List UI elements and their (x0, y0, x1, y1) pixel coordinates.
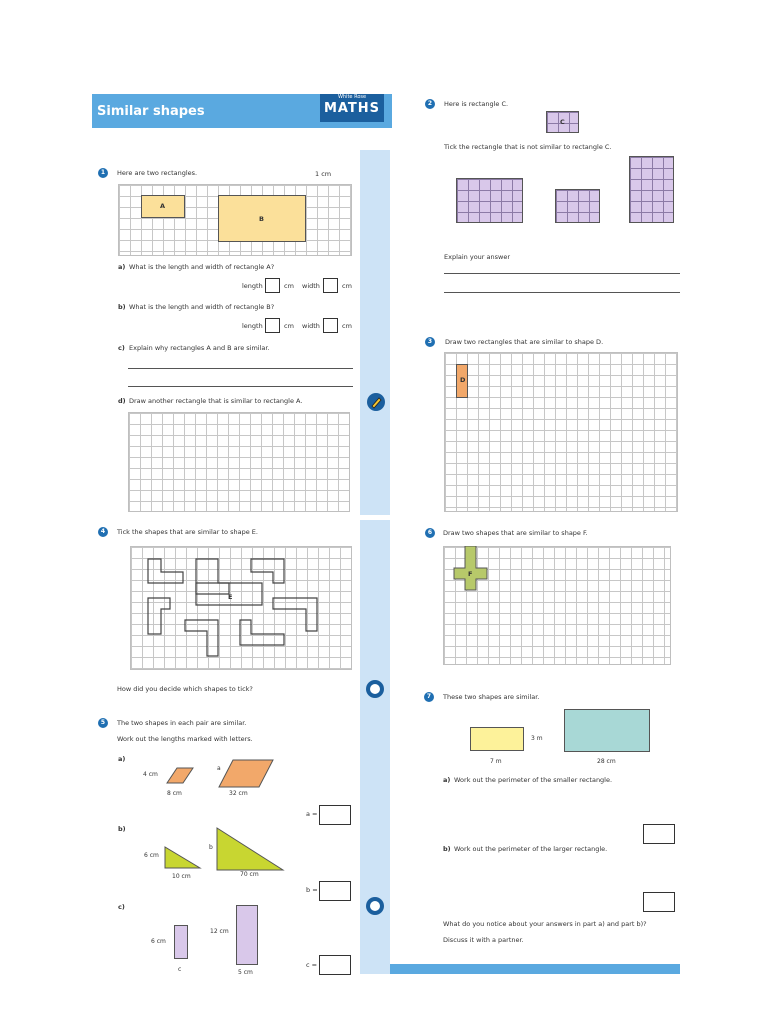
rectangle-c: C (546, 111, 579, 133)
q1c-text: Explain why rectangles A and B are similar. (129, 344, 270, 352)
cm-unit: cm (342, 322, 352, 330)
q7-big-width: 28 cm (597, 758, 616, 765)
q1a-label: a) (118, 263, 126, 271)
q1a-width-answer-box[interactable] (323, 278, 338, 293)
q7-notice: What do you notice about your answers in part a) and part b)? (443, 920, 647, 928)
cm-unit: cm (284, 282, 294, 290)
q5c-large-rectangle (236, 905, 258, 965)
q7a-answer-box[interactable] (643, 824, 675, 844)
q5b-triangles (160, 826, 290, 872)
q5a-answer-label: a = (306, 810, 318, 818)
q5a-small-side: 4 cm (143, 771, 158, 778)
q6-prompt: Draw two shapes that are similar to shape F. (443, 529, 588, 537)
worksheet-header (92, 94, 392, 128)
cm-unit: cm (284, 322, 294, 330)
q5b-small-base: 10 cm (172, 873, 191, 880)
q2-prompt: Here is rectangle C. (444, 100, 509, 108)
page-title: Similar shapes (97, 104, 205, 119)
q5b-answer-label: b = (306, 886, 318, 894)
q5a-letter: a (217, 765, 221, 772)
q5b-small-side: 6 cm (144, 852, 159, 859)
q5c-big-side: 12 cm (210, 928, 229, 935)
q1b-length-label: length (242, 322, 263, 330)
q5c-answer-label: c = (306, 961, 318, 969)
question-number: 5 (98, 718, 108, 728)
q5b-label: b) (118, 825, 126, 833)
shape-d: D (456, 364, 468, 398)
q7-large-rectangle (564, 709, 650, 752)
q5b-answer-box[interactable] (319, 881, 351, 901)
option-shape-3 (251, 559, 284, 583)
thinking-icon (366, 680, 384, 698)
question-number: 2 (425, 99, 435, 109)
rectangle-a: A (141, 195, 185, 218)
q5a-big-base: 32 cm (229, 790, 248, 797)
q2-tick-text: Tick the rectangle that is not similar to rectangle C. (444, 143, 612, 151)
q1b-width-answer-box[interactable] (323, 318, 338, 333)
q5b-letter: b (209, 844, 213, 851)
option-shape-4 (148, 598, 170, 634)
option-shape-7 (240, 620, 284, 645)
q4-question: How did you decide which shapes to tick? (117, 685, 253, 693)
q1d-drawing-grid[interactable] (128, 412, 350, 512)
q7-prompt: These two shapes are similar. (443, 693, 540, 701)
q5a-answer-box[interactable] (319, 805, 351, 825)
q1b-length-answer-box[interactable] (265, 318, 280, 333)
q7-discuss: Discuss it with a partner. (443, 936, 524, 944)
rectangle-b: B (218, 195, 306, 242)
q5c-answer-box[interactable] (319, 955, 351, 975)
q1c-label: c) (118, 344, 125, 352)
shape-f (443, 546, 669, 663)
q7-small-rectangle (470, 727, 524, 751)
q5c-small-rectangle (174, 925, 188, 959)
shape-f-label: F (468, 570, 473, 578)
q5-prompt2: Work out the lengths marked with letters. (117, 735, 253, 743)
q4-shapes (130, 546, 350, 668)
q7b-answer-box[interactable] (643, 892, 675, 912)
q1a-width-label: width (302, 282, 320, 290)
q7a-label: a) (443, 776, 451, 784)
q3-drawing-grid[interactable] (444, 352, 678, 512)
answer-line[interactable] (444, 292, 680, 293)
answer-line[interactable] (128, 386, 353, 387)
q5-prompt: The two shapes in each pair are similar. (117, 719, 247, 727)
q5c-small-side: 6 cm (151, 938, 166, 945)
q5c-label: c) (118, 903, 125, 911)
q5a-parallelograms (155, 758, 295, 793)
answer-line[interactable] (444, 273, 680, 274)
q2-explain: Explain your answer (444, 253, 511, 261)
question-number: 4 (98, 527, 108, 537)
option-rectangle-1[interactable] (456, 178, 523, 223)
option-rectangle-2[interactable] (555, 189, 600, 223)
pencil-icon (367, 393, 385, 411)
question-number: 6 (425, 528, 435, 538)
q1a-text: What is the length and width of rectangle A? (129, 263, 275, 271)
q5b-big-base: 70 cm (240, 871, 259, 878)
q1a-length-label: length (242, 282, 263, 290)
question-number: 1 (98, 168, 108, 178)
footer-bar (390, 964, 680, 974)
white-rose-maths-logo: White Rose MATHS (320, 94, 384, 122)
q1-prompt: Here are two rectangles. (117, 169, 198, 177)
option-shape-5 (273, 598, 317, 631)
q1a-length-answer-box[interactable] (265, 278, 280, 293)
q5a-small-base: 8 cm (167, 790, 182, 797)
divider-strip-top (360, 150, 390, 515)
q7b-text: Work out the perimeter of the larger rectangle. (454, 845, 608, 853)
option-shape-6 (185, 620, 218, 656)
answer-line[interactable] (128, 368, 353, 369)
q7b-label: b) (443, 845, 451, 853)
option-shape-2 (196, 559, 229, 594)
q5c-letter: c (178, 966, 182, 973)
scale-label: 1 cm (315, 170, 332, 178)
q5c-big-base: 5 cm (238, 969, 253, 976)
q1d-label: d) (118, 397, 126, 405)
q3-prompt: Draw two rectangles that are similar to shape D. (445, 338, 604, 346)
q7a-text: Work out the perimeter of the smaller rectangle. (454, 776, 613, 784)
question-number: 3 (425, 337, 435, 347)
cm-unit: cm (342, 282, 352, 290)
option-rectangle-3[interactable] (629, 156, 674, 223)
q1d-text: Draw another rectangle that is similar to rectangle A. (129, 397, 303, 405)
q7-small-width: 7 m (490, 758, 502, 765)
shape-e-label: E (228, 593, 233, 601)
q5a-label: a) (118, 755, 126, 763)
q1b-width-label: width (302, 322, 320, 330)
q1b-text: What is the length and width of rectangle B? (129, 303, 275, 311)
q7-small-height: 3 m (531, 735, 543, 742)
option-shape-1 (148, 559, 183, 583)
q4-prompt: Tick the shapes that are similar to shape E. (117, 528, 258, 536)
discuss-icon (366, 897, 384, 915)
q1b-label: b) (118, 303, 126, 311)
question-number: 7 (424, 692, 434, 702)
